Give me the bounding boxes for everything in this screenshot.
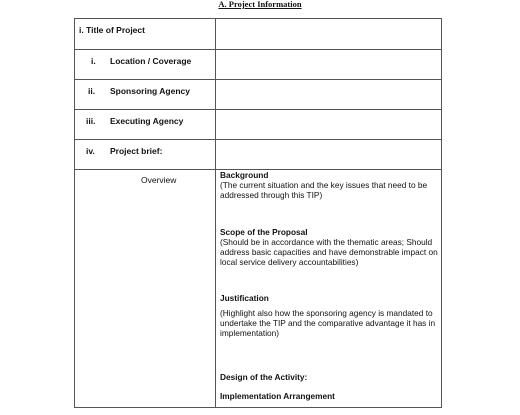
background-section — [220, 170, 440, 200]
location-numeral: i. — [91, 56, 96, 66]
background-heading: Background — [220, 170, 269, 180]
project-information-table — [74, 18, 442, 408]
justification-heading: Justification — [220, 293, 269, 303]
sponsoring-agency-label: Sponsoring Agency — [110, 86, 190, 96]
justification-text: (Highlight also how the sponsoring agency is mandated to undertake the TIP and the comparative advantage it has in implementation) — [220, 308, 436, 338]
table-row-title-of-project — [75, 19, 441, 50]
table-row-executing-agency — [75, 110, 441, 140]
justification-section — [220, 293, 440, 338]
table-row-project-brief — [75, 140, 441, 170]
project-brief-label: Project brief: — [110, 146, 163, 156]
background-text: (The current situation and the key issues that need to be addressed through this TIP) — [220, 180, 428, 200]
scope-heading: Scope of the Proposal — [220, 227, 308, 237]
page-title: A. Project Information — [218, 0, 302, 9]
table-row-overview — [75, 170, 441, 415]
overview-label: Overview — [141, 175, 177, 185]
table-row-location — [75, 50, 441, 80]
scope-section — [220, 227, 440, 267]
table-row-sponsoring-agency — [75, 80, 441, 110]
brief-numeral: iv. — [86, 146, 95, 156]
executing-numeral: iii. — [86, 116, 96, 126]
title-of-project-label: i. Title of Project — [79, 25, 145, 35]
sponsoring-numeral: ii. — [88, 86, 96, 96]
implementation-heading: Implementation Arrangement — [220, 391, 335, 401]
location-label: Location / Coverage — [110, 56, 192, 66]
design-section — [220, 372, 440, 382]
executing-agency-label: Executing Agency — [110, 116, 184, 126]
scope-text: (Should be in accordance with the thematic areas; Should address basic capacities and have demonstrable impact on local service delivery accountabilities) — [220, 237, 438, 267]
design-heading: Design of the Activity: — [220, 372, 308, 382]
